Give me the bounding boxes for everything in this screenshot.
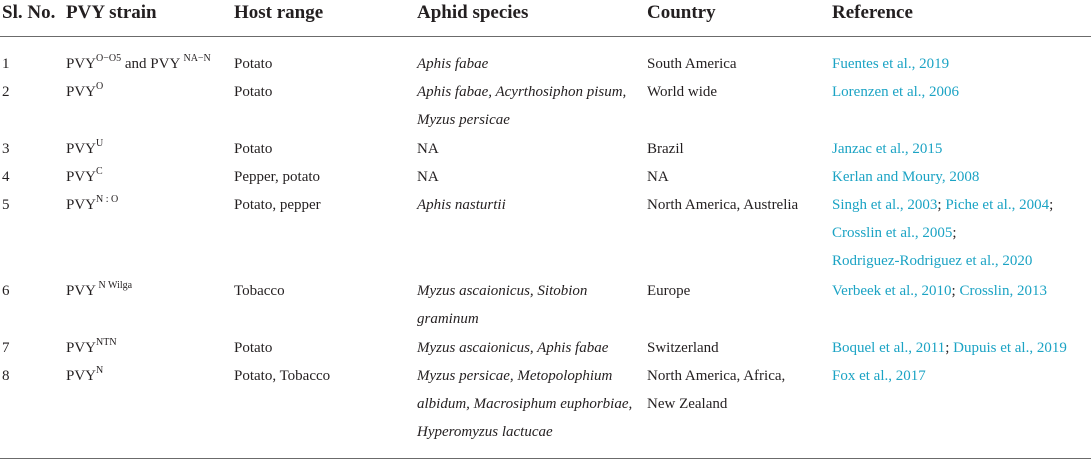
aphid-species-line: Hyperomyzus lactucae [417,424,553,440]
strain-name: PVY [66,141,97,157]
pvy-strain-cell [66,362,103,390]
reference-link[interactable]: Janzac et al., 2015 [832,141,943,157]
country-line: Switzerland [647,340,719,356]
reference-cell [832,163,979,191]
aphid-species-cell [417,163,439,191]
country-cell [647,191,798,219]
reference-line [832,219,1053,247]
aphid-species-line: Myzus persicae [417,112,510,128]
pvy-strain-cell [66,277,132,305]
header-host-range: Host range [234,2,324,23]
reference-link[interactable]: Crosslin et al., 2005 [832,225,953,241]
country-line: North America, Africa, [647,368,786,384]
aphid-species-line: Myzus persicae, Metopolophium [417,368,613,384]
host-range-cell: Tobacco [234,283,285,299]
aphid-species-line: Aphis fabae, Acyrthosiphon pisum, [417,84,627,100]
reference-link[interactable]: Singh et al., 2003 [832,197,938,213]
strain-superscript: N [96,365,104,376]
country-line: NA [647,169,669,185]
pvy-strain-cell [66,135,103,163]
aphid-species-line: Aphis fabae [417,56,489,72]
reference-line [832,277,1047,305]
country-cell [647,362,785,418]
header-pvy-strain: PVY strain [66,2,157,23]
aphid-species-cell [417,277,587,333]
reference-line [832,163,979,191]
strain-name: PVY [66,197,97,213]
host-range-cell: Potato [234,340,273,356]
country-cell [647,277,690,305]
row-number: 4 [2,169,10,185]
aphid-species-line: graminum [417,311,479,327]
header-aphid-species: Aphid species [417,2,529,23]
row-number: 8 [2,368,10,384]
reference-cell [832,277,1047,305]
reference-link[interactable]: Boquel et al., 2011 [832,340,946,356]
header-sl-no: Sl. No. [2,2,56,23]
row-number: 5 [2,197,10,213]
aphid-species-cell [417,362,632,446]
reference-link[interactable]: Crosslin, 2013 [959,283,1047,299]
host-range-cell: Potato, pepper [234,197,321,213]
strain-superscript: O [96,81,104,92]
country-line: World wide [647,84,718,100]
strain-name: PVY [66,340,97,356]
strain-conjunction: and PVY [121,56,184,72]
aphid-species-cell [417,191,506,219]
header-country: Country [647,2,716,23]
aphid-species-cell [417,334,608,362]
row-number: 7 [2,340,10,356]
pvy-strain-cell [66,334,117,362]
aphid-species-line: albidum, Macrosiphum euphorbiae, [417,396,633,412]
host-range-cell: Potato [234,56,273,72]
reference-cell [832,135,942,163]
country-line: Brazil [647,141,684,157]
strain-superscript: NA−N [183,53,211,64]
reference-separator: ; [945,340,954,356]
reference-separator: ; [1049,197,1054,213]
aphid-species-line: Myzus ascaionicus, Sitobion [417,283,588,299]
reference-line [832,191,1053,219]
reference-link[interactable]: Dupuis et al., 2019 [953,340,1067,356]
country-cell [647,50,737,78]
strain-superscript: N : O [96,194,119,205]
reference-line [832,247,1053,275]
row-number: 2 [2,84,10,100]
country-line: North America, Austrelia [647,197,799,213]
reference-cell [832,334,1067,362]
strain-name: PVY [66,56,97,72]
row-number: 6 [2,283,10,299]
reference-line [832,78,959,106]
pvy-strain-cell [66,191,118,219]
reference-cell [832,50,949,78]
reference-link[interactable]: Rodriguez-Rodriguez et al., 2020 [832,253,1033,269]
host-range-cell: Pepper, potato [234,169,321,185]
aphid-species-line: NA [417,141,439,157]
pvy-strain-cell [66,78,103,106]
reference-line [832,135,942,163]
reference-separator: ; [937,197,946,213]
bottom-rule [0,458,1091,459]
country-cell [647,78,717,106]
reference-separator: ; [952,225,957,241]
reference-link[interactable]: Piche et al., 2004 [945,197,1050,213]
aphid-species-cell [417,78,626,134]
host-range-cell: Potato [234,84,273,100]
header-rule [0,36,1091,37]
reference-link[interactable]: Lorenzen et al., 2006 [832,84,960,100]
aphid-species-line: NA [417,169,439,185]
reference-separator: ; [951,283,960,299]
row-number: 1 [2,56,10,72]
strain-superscript: O−O5 [96,53,122,64]
strain-superscript: C [96,166,103,177]
row-number: 3 [2,141,10,157]
country-cell [647,163,669,191]
strain-name: PVY [66,283,97,299]
aphid-species-line: Myzus ascaionicus, Aphis fabae [417,340,609,356]
country-line: New Zealand [647,396,728,412]
reference-cell [832,78,959,106]
reference-cell [832,191,1053,275]
strain-name: PVY [66,169,97,185]
reference-cell [832,362,926,390]
reference-link[interactable]: Kerlan and Moury, 2008 [832,169,980,185]
host-range-cell: Potato [234,141,273,157]
aphid-species-cell [417,50,488,78]
strain-superscript: U [96,138,104,149]
strain-name: PVY [66,84,97,100]
strain-superscript: NTN [96,337,117,348]
reference-link[interactable]: Fox et al., 2017 [832,368,926,384]
country-line: South America [647,56,737,72]
strain-name: PVY [66,368,97,384]
aphid-species-line: Aphis nasturtii [417,197,506,213]
country-line: Europe [647,283,691,299]
pvy-strain-cell [66,163,103,191]
host-range-cell: Potato, Tobacco [234,368,331,384]
reference-line [832,362,926,390]
reference-link[interactable]: Verbeek et al., 2010 [832,283,952,299]
country-cell [647,334,719,362]
strain-superscript: N Wilga [96,280,133,291]
reference-link[interactable]: Fuentes et al., 2019 [832,56,950,72]
header-reference: Reference [832,2,913,23]
aphid-species-cell [417,135,439,163]
reference-line [832,334,1067,362]
reference-line [832,50,949,78]
pvy-strain-cell [66,50,211,78]
country-cell [647,135,684,163]
